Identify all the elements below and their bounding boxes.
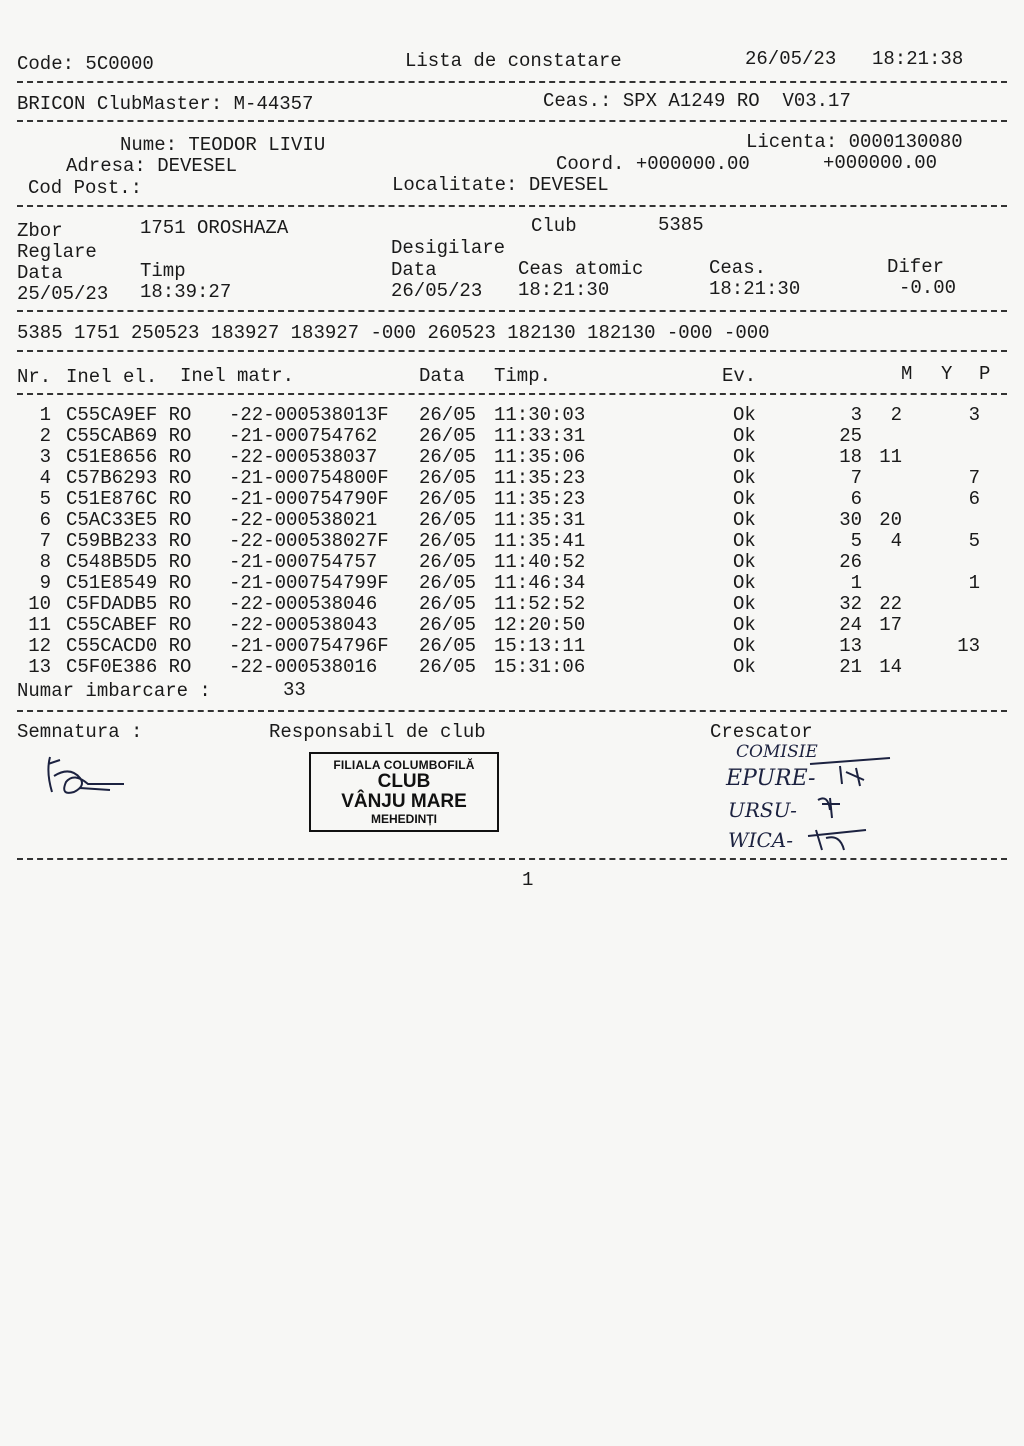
cell-matr: -21-000754799F xyxy=(229,572,389,594)
semnatura-label: Semnatura : xyxy=(17,721,143,743)
zbor-label: Zbor xyxy=(17,220,63,242)
cell-timp: 11:46:34 xyxy=(494,572,586,594)
cell-data: 26/05 xyxy=(419,446,477,468)
cell-el: C55CACD0 RO xyxy=(66,635,192,657)
postal-code: Cod Post.: xyxy=(28,177,143,199)
cell-nr: 10 xyxy=(28,593,51,615)
cell-m: 5 xyxy=(850,530,862,552)
cell-el: C55CAB69 RO xyxy=(66,425,192,447)
difer-value: -0.00 xyxy=(899,277,957,299)
cell-matr: -22-000538043 xyxy=(229,614,378,636)
cell-timp: 12:20:50 xyxy=(494,614,586,636)
data-label: Data xyxy=(391,259,437,281)
cell-p: 13 xyxy=(957,635,980,657)
cell-y: 22 xyxy=(879,593,902,615)
ceas-label: Ceas.: SPX A1249 RO V03.17 xyxy=(543,90,851,112)
cell-nr: 13 xyxy=(28,656,51,678)
club-value: 5385 xyxy=(658,214,704,236)
responsabil-label: Responsabil de club xyxy=(269,721,486,743)
cell-matr: -21-000754762 xyxy=(229,425,378,447)
col-header-ev: Ev. xyxy=(722,365,757,387)
cell-y: 20 xyxy=(879,509,902,531)
cell-m: 32 xyxy=(839,593,862,615)
data-label: Data xyxy=(17,262,63,284)
ceas-atomic-value: 18:21:30 xyxy=(518,279,610,301)
cell-data: 26/05 xyxy=(419,467,477,489)
col-header-nr: Nr. xyxy=(17,366,52,388)
cell-data: 26/05 xyxy=(419,635,477,657)
cell-ev: Ok xyxy=(733,509,756,531)
cell-m: 24 xyxy=(839,614,862,636)
locality: Localitate: DEVESEL xyxy=(392,174,609,196)
code-label: Code: 5C0000 xyxy=(17,53,154,75)
cell-nr: 5 xyxy=(39,488,51,510)
divider xyxy=(17,81,1007,83)
cell-nr: 3 xyxy=(39,446,51,468)
cell-nr: 1 xyxy=(39,404,51,426)
cell-p: 6 xyxy=(968,488,980,510)
ceas-value: 18:21:30 xyxy=(709,278,801,300)
cell-timp: 11:33:31 xyxy=(494,425,586,447)
col-header-y: Y xyxy=(941,363,953,385)
cell-el: C5AC33E5 RO xyxy=(66,509,192,531)
cell-y: 11 xyxy=(879,446,902,468)
cell-timp: 11:35:23 xyxy=(494,488,586,510)
cell-timp: 11:52:52 xyxy=(494,593,586,615)
cell-el: C59BB233 RO xyxy=(66,530,192,552)
ceas-short-label: Ceas. xyxy=(709,257,767,279)
cell-nr: 4 xyxy=(39,467,51,489)
cell-nr: 2 xyxy=(39,425,51,447)
cell-nr: 11 xyxy=(28,614,51,636)
divider xyxy=(17,710,1007,712)
document-title: Lista de constatare xyxy=(405,50,622,72)
cell-timp: 11:35:31 xyxy=(494,509,586,531)
cell-el: C51E876C RO xyxy=(66,488,192,510)
header-time: 18:21:38 xyxy=(872,48,964,70)
cell-el: C5F0E386 RO xyxy=(66,656,192,678)
cell-ev: Ok xyxy=(733,572,756,594)
col-header-inel-el: Inel el. xyxy=(66,366,158,388)
stamp-line: MEHEDINȚI xyxy=(371,812,437,826)
cell-data: 26/05 xyxy=(419,488,477,510)
summary-code-line: 5385 1751 250523 183927 183927 -000 260523 182130 182130 -000 -000 xyxy=(17,322,770,344)
divider xyxy=(17,120,1007,122)
header-date: 26/05/23 xyxy=(745,48,837,70)
cell-y: 4 xyxy=(890,530,902,552)
crescator-label: Crescator xyxy=(710,721,813,743)
col-header-p: P xyxy=(979,363,991,385)
desigilare-label: Desigilare xyxy=(391,237,506,259)
cell-timp: 15:13:11 xyxy=(494,635,586,657)
cell-ev: Ok xyxy=(733,593,756,615)
numar-imbarcare-value: 33 xyxy=(283,679,306,701)
club-stamp xyxy=(309,752,499,832)
cell-ev: Ok xyxy=(733,635,756,657)
cell-m: 1 xyxy=(850,572,862,594)
cell-el: C55CABEF RO xyxy=(66,614,192,636)
cell-el: C51E8549 RO xyxy=(66,572,192,594)
cell-ev: Ok xyxy=(733,404,756,426)
cell-m: 13 xyxy=(839,635,862,657)
desigilare-date: 26/05/23 xyxy=(391,280,483,302)
cell-data: 26/05 xyxy=(419,572,477,594)
handwritten-wica: WICA- xyxy=(728,828,793,852)
bricon-label: BRICON ClubMaster: M-44357 xyxy=(17,93,314,115)
divider xyxy=(17,858,1007,860)
reglare-time: 18:39:27 xyxy=(140,281,232,303)
stamp-line: CLUB xyxy=(377,771,431,792)
cell-timp: 11:40:52 xyxy=(494,551,586,573)
cell-matr: -21-000754757 xyxy=(229,551,378,573)
cell-matr: -22-000538013F xyxy=(229,404,389,426)
cell-data: 26/05 xyxy=(419,530,477,552)
page-number: 1 xyxy=(522,869,534,891)
coord-2: +000000.00 xyxy=(823,152,938,174)
cell-el: C57B6293 RO xyxy=(66,467,192,489)
cell-nr: 9 xyxy=(39,572,51,594)
cell-el: C51E8656 RO xyxy=(66,446,192,468)
cell-m: 25 xyxy=(839,425,862,447)
cell-m: 30 xyxy=(839,509,862,531)
handwritten-ursu: URSU- xyxy=(728,798,797,822)
col-header-inel-matr: Inel matr. xyxy=(180,365,295,387)
divider xyxy=(17,310,1007,312)
divider xyxy=(17,350,1007,352)
cell-data: 26/05 xyxy=(419,425,477,447)
cell-data: 26/05 xyxy=(419,404,477,426)
cell-data: 26/05 xyxy=(419,593,477,615)
club-label: Club xyxy=(531,215,577,237)
cell-y: 2 xyxy=(890,404,902,426)
cell-matr: -22-000538021 xyxy=(229,509,378,531)
col-header-timp: Timp. xyxy=(494,365,552,387)
cell-y: 14 xyxy=(879,656,902,678)
cell-m: 7 xyxy=(850,467,862,489)
cell-data: 26/05 xyxy=(419,656,477,678)
stamp-line: VÂNJU MARE xyxy=(341,791,467,812)
cell-ev: Ok xyxy=(733,488,756,510)
zbor-value: 1751 OROSHAZA xyxy=(140,217,289,239)
cell-p: 1 xyxy=(968,572,980,594)
owner-name: Nume: TEODOR LIVIU xyxy=(120,134,326,156)
cell-matr: -22-000538046 xyxy=(229,593,378,615)
cell-matr: -21-000754796F xyxy=(229,635,389,657)
handwritten-epure: EPURE- xyxy=(726,766,816,791)
cell-ev: Ok xyxy=(733,614,756,636)
reglare-label: Reglare xyxy=(17,241,97,263)
cell-el: C5FDADB5 RO xyxy=(66,593,192,615)
ceas-atomic-label: Ceas atomic xyxy=(518,258,644,280)
cell-el: C55CA9EF RO xyxy=(66,404,192,426)
cell-matr: -21-000754790F xyxy=(229,488,389,510)
cell-matr: -22-000538037 xyxy=(229,446,378,468)
cell-timp: 15:31:06 xyxy=(494,656,586,678)
owner-address: Adresa: DEVESEL xyxy=(66,155,238,177)
col-header-data: Data xyxy=(419,365,465,387)
stamp-line: FILIALA COLUMBOFILĂ xyxy=(333,758,475,772)
handwritten-comisie: COMISIE xyxy=(736,742,818,762)
cell-matr: -21-000754800F xyxy=(229,467,389,489)
timp-label: Timp xyxy=(140,260,186,282)
cell-matr: -22-000538027F xyxy=(229,530,389,552)
cell-p: 3 xyxy=(968,404,980,426)
cell-timp: 11:30:03 xyxy=(494,404,586,426)
cell-matr: -22-000538016 xyxy=(229,656,378,678)
cell-timp: 11:35:23 xyxy=(494,467,586,489)
numar-imbarcare-label: Numar imbarcare : xyxy=(17,680,211,702)
reglare-date: 25/05/23 xyxy=(17,283,109,305)
cell-m: 21 xyxy=(839,656,862,678)
cell-data: 26/05 xyxy=(419,509,477,531)
licenta: Licenta: 0000130080 xyxy=(746,131,963,153)
cell-m: 6 xyxy=(850,488,862,510)
cell-p: 5 xyxy=(968,530,980,552)
cell-m: 3 xyxy=(850,404,862,426)
col-header-m: M xyxy=(901,363,913,385)
difer-label: Difer xyxy=(887,256,945,278)
cell-data: 26/05 xyxy=(419,551,477,573)
cell-ev: Ok xyxy=(733,467,756,489)
cell-m: 26 xyxy=(839,551,862,573)
cell-nr: 6 xyxy=(39,509,51,531)
cell-el: C548B5D5 RO xyxy=(66,551,192,573)
cell-y: 17 xyxy=(879,614,902,636)
cell-p: 7 xyxy=(968,467,980,489)
cell-ev: Ok xyxy=(733,446,756,468)
cell-timp: 11:35:06 xyxy=(494,446,586,468)
divider xyxy=(17,205,1007,207)
cell-nr: 8 xyxy=(39,551,51,573)
cell-ev: Ok xyxy=(733,530,756,552)
divider xyxy=(17,393,1007,395)
cell-timp: 11:35:41 xyxy=(494,530,586,552)
cell-ev: Ok xyxy=(733,656,756,678)
cell-ev: Ok xyxy=(733,425,756,447)
cell-nr: 7 xyxy=(39,530,51,552)
cell-ev: Ok xyxy=(733,551,756,573)
cell-data: 26/05 xyxy=(419,614,477,636)
coord: Coord. +000000.00 xyxy=(556,153,750,175)
cell-m: 18 xyxy=(839,446,862,468)
cell-nr: 12 xyxy=(28,635,51,657)
signature-scribble xyxy=(40,752,135,804)
commission-signatures xyxy=(800,754,900,864)
